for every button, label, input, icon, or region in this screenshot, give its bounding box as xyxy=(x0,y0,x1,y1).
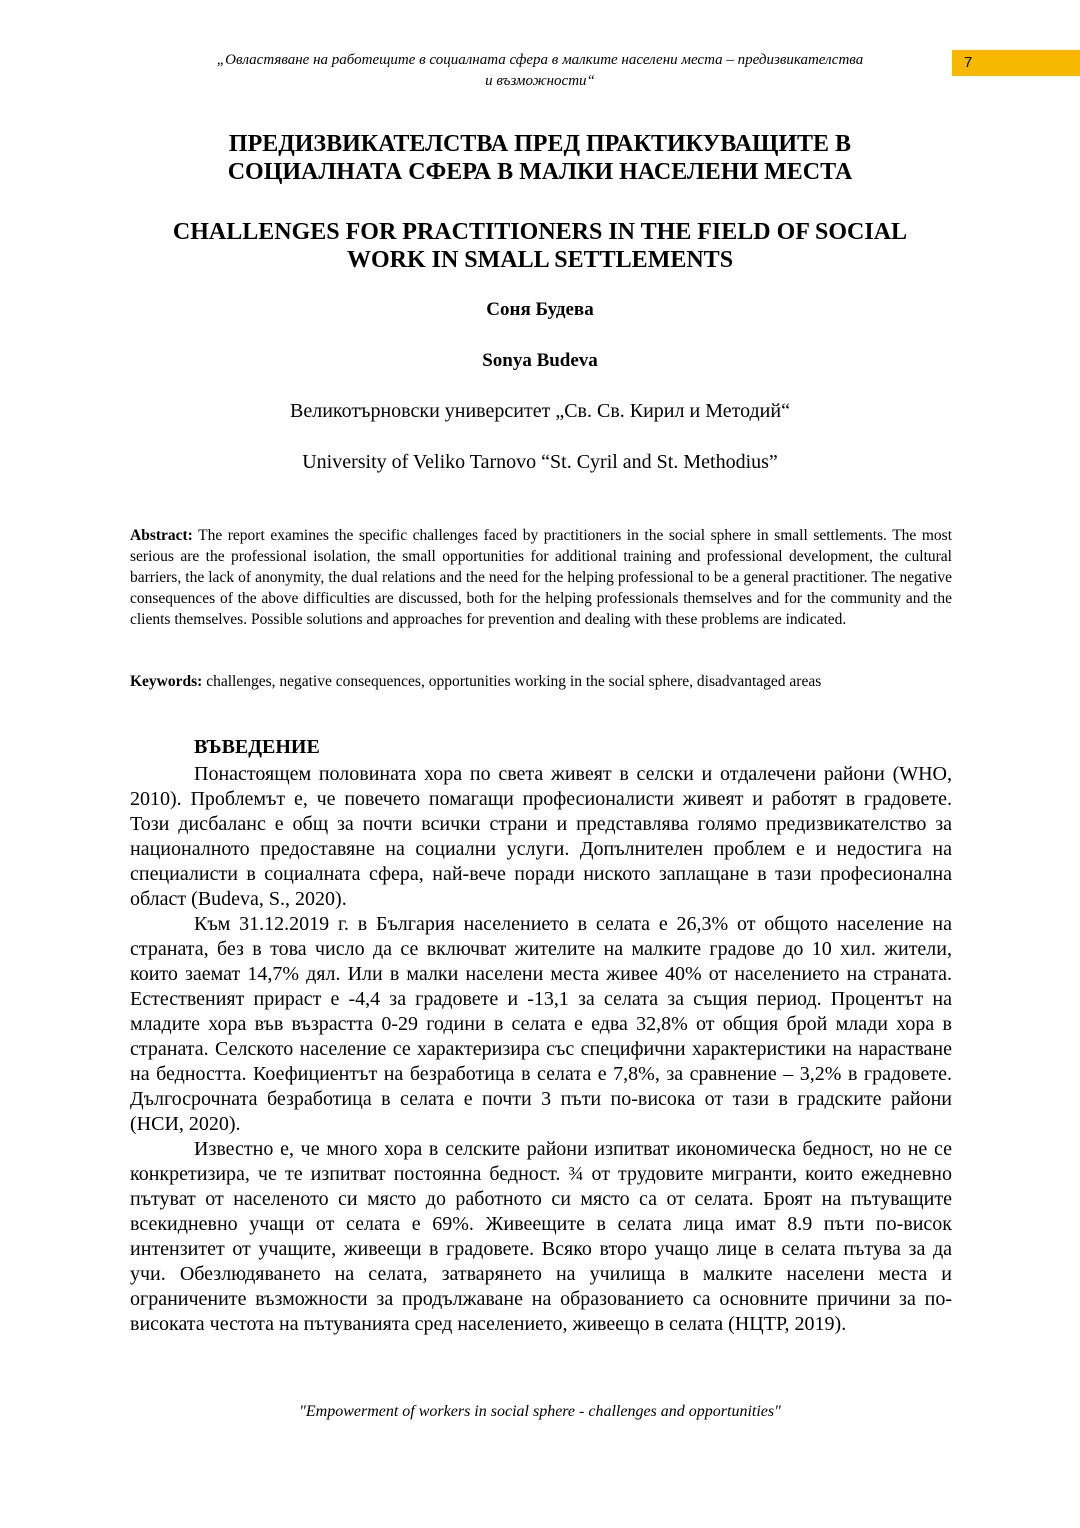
paragraph: Известно е, че много хора в селските райони изпитват икономическа бедност, но не се конкретизира, че те изпитват постоянна бедност. ¾ от трудовите мигранти, които ежедневно пътуват от населеното си място до работното си място са от селата. Броят на пътуващите всекидневно учащи от селата е 69%. Живеещите в селата лица имат 8.9 пъти по-висок интензитет от учащите, живеещи в градовете. Всяко второ учащо лице в селата пътува за да учи. Обезлюдяването на селата, затварянето на училища в малките населени места и ограничените възможности за продължаване на образованието са основните причини за по-високата честота на пътуванията сред населението, живеещо в селата (НЦТР, 2019). xyxy=(130,1138,952,1335)
abstract xyxy=(130,525,952,630)
abstract-text: The report examines the specific challenges faced by practitioners in the social sphere in small settlements. The most serious are the professional isolation, the small opportunities for additional training and professional development, the cultural barriers, the lack of anonymity, the dual relations and the need for the helping professional to be a general practitioner. The negative consequences of the above difficulties are discussed, both for the helping professionals themselves and for the community and the clients themselves. Possible solutions and approaches for prevention and dealing with these problems are indicated. xyxy=(130,527,952,628)
title-bulgarian-line-1: ПРЕДИЗВИКАТЕЛСТВА ПРЕД ПРАКТИКУВАЩИТЕ В xyxy=(228,131,852,157)
introduction-body xyxy=(130,762,952,1337)
title-english-line-1: CHALLENGES FOR PRACTITIONERS IN THE FIELD OF SOCIAL xyxy=(172,219,908,245)
author-bulgarian: Соня Будева xyxy=(486,299,594,320)
title-english-line-2: WORK IN SMALL SETTLEMENTS xyxy=(346,247,734,273)
affiliation-bulgarian: Великотърновски университет „Св. Св. Кирил и Методий“ xyxy=(290,400,790,422)
affiliation-english: University of Veliko Tarnovo “St. Cyril and St. Methodius” xyxy=(302,451,778,473)
paragraph: Към 31.12.2019 г. в България населението в селата е 26,3% от общото население на страната, без в това число да се включват жителите на малките градове до 10 хил. жители, които заемат 14,7% дял. Или в малки населени места живее 40% от населението на страната. Естественият прираст е -4,4 за градовете и -13,1 за селата за същия период. Процентът на младите хора във възрастта 0-29 години в селата е едва 32,8% от общия брой млади хора в страната. Селското население се характеризира със специфични характеристики на нарастване на бедността. Коефициентът на безработица в селата е 7,8%, за сравнение – 3,2% в градовете. Дългосрочната безработица в селата е почти 3 пъти по-висока от тази в градските райони (НСИ, 2020). xyxy=(130,913,952,1135)
title-bulgarian-line-2: СОЦИАЛНАТА СФЕРА В МАЛКИ НАСЕЛЕНИ МЕСТА xyxy=(227,159,853,185)
running-footer: "Empowerment of workers in social sphere - challenges and opportunities" xyxy=(299,1403,781,1420)
abstract-label: Abstract: xyxy=(130,527,193,544)
title-bulgarian xyxy=(130,130,950,186)
running-header-line-1: „Овластяване на работещите в социалната сфера в малките населени места – предизвикателства xyxy=(216,52,864,68)
section-heading-introduction: ВЪВЕДЕНИЕ xyxy=(194,736,320,758)
page-number-badge: 7 xyxy=(952,50,1080,76)
keywords xyxy=(130,671,952,692)
keywords-text: challenges, negative consequences, opportunities working in the social sphere, disadvantaged areas xyxy=(202,673,822,690)
paragraph: Понастоящем половината хора по света живеят в селски и отдалечени райони (WHO, 2010). Проблемът е, че повечето помагащи професионалисти живеят и работят в градовете. Този дисбаланс е общ за почти всички страни и представлява голямо предизвикателство за националното предоставяне на социални услуги. Допълнителен проблем е и недостига на специалисти в социалната сфера, най-вече поради ниското заплащане в тази професионална област (Budeva, S., 2020). xyxy=(130,763,952,910)
running-header xyxy=(130,50,950,92)
title-english xyxy=(130,218,950,274)
author-english: Sonya Budeva xyxy=(482,350,598,371)
running-header-line-2: и възможности“ xyxy=(485,73,595,89)
keywords-label: Keywords: xyxy=(130,673,203,690)
